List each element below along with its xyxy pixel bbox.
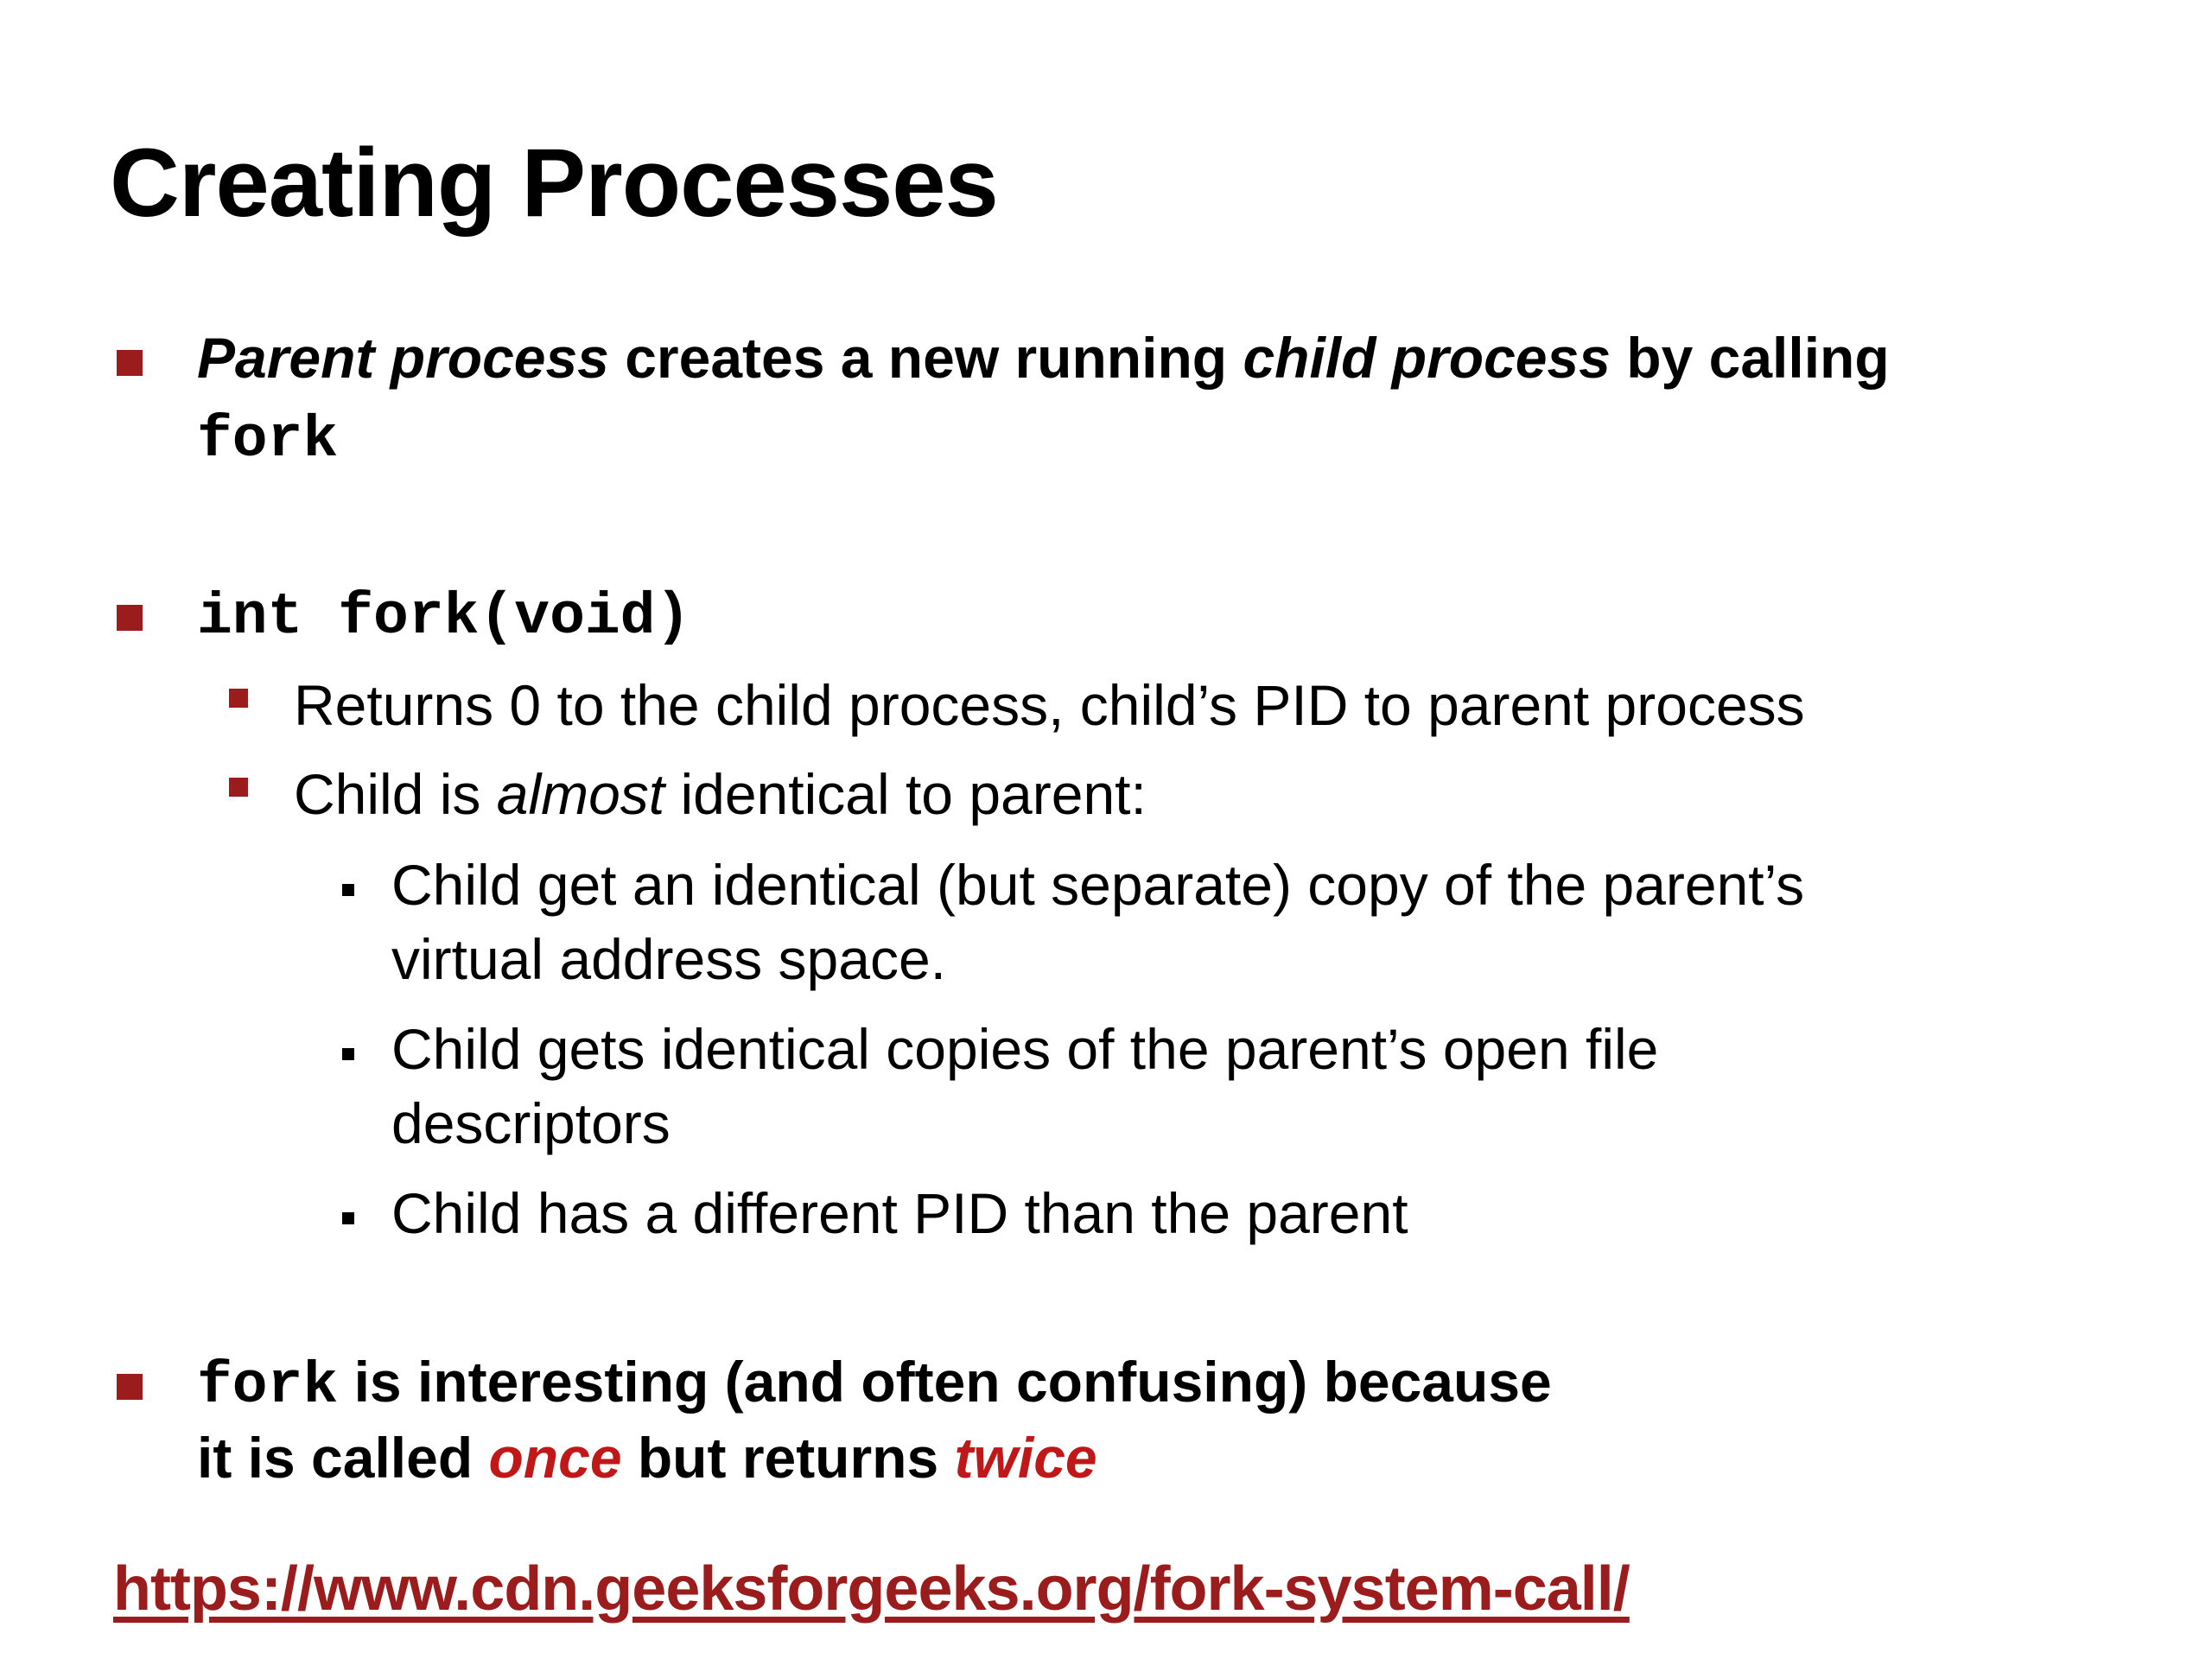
address-space-line2: virtual address space.: [391, 927, 946, 991]
child-process-term: child process: [1243, 326, 1611, 390]
parent-process-term: Parent process: [197, 326, 609, 390]
sub-sub-bullet-file-descriptors-line2: [391, 1086, 671, 1160]
square-bullet-icon: [229, 778, 248, 797]
twice-term: twice: [954, 1426, 1097, 1490]
square-bullet-icon: [117, 605, 143, 631]
bullet-parent-process: [197, 320, 1890, 396]
almost-suffix: identical to parent:: [664, 762, 1147, 826]
square-bullet-icon: [342, 884, 354, 896]
but-returns-text: but returns: [621, 1426, 955, 1490]
square-bullet-icon: [342, 1212, 354, 1224]
once-term: once: [488, 1426, 622, 1490]
sub-bullet-almost-identical: [294, 757, 1147, 831]
bullet-fork-interesting-line2: [197, 1420, 1097, 1496]
fork-signature-code: int fork(void): [197, 584, 691, 651]
almost-term: almost: [496, 762, 665, 826]
address-space-line1: Child get an identical (but separate) copy of the parent’s: [391, 853, 1805, 917]
different-pid-text: Child has a different PID than the parent: [391, 1181, 1408, 1245]
bullet-fork-signature: [197, 575, 690, 656]
interesting-text: is interesting (and often confusing) because: [338, 1350, 1552, 1414]
file-descriptors-line2: descriptors: [391, 1091, 671, 1155]
sub-sub-bullet-different-pid: [391, 1176, 1408, 1250]
almost-prefix: Child is: [294, 762, 497, 826]
sub-bullet-returns: [294, 668, 1805, 742]
fork-code: fork: [197, 407, 339, 474]
called-prefix: it is called: [197, 1426, 489, 1490]
fork-code: fork: [197, 1353, 339, 1420]
sub-sub-bullet-address-space-line2: [391, 922, 946, 996]
square-bullet-icon: [229, 689, 248, 708]
geeksforgeeks-link[interactable]: https://www.cdn.geeksforgeeks.org/fork-system-call/: [113, 1554, 1630, 1624]
bullet-fork-interesting: [197, 1344, 1552, 1425]
square-bullet-icon: [117, 350, 143, 376]
creates-text: creates a new running: [608, 326, 1243, 390]
square-bullet-icon: [117, 1374, 143, 1400]
square-bullet-icon: [342, 1048, 354, 1060]
bullet-parent-process-line2: [197, 397, 338, 479]
sub-sub-bullet-file-descriptors: [391, 1012, 1658, 1086]
sub-sub-bullet-address-space: [391, 848, 1804, 922]
returns-text: Returns 0 to the child process, child’s PID to parent process: [294, 673, 1805, 737]
slide-title: Creating Processes: [110, 129, 998, 237]
by-calling-text: by calling: [1610, 326, 1890, 390]
file-descriptors-line1: Child gets identical copies of the parent’s open file: [391, 1017, 1659, 1081]
